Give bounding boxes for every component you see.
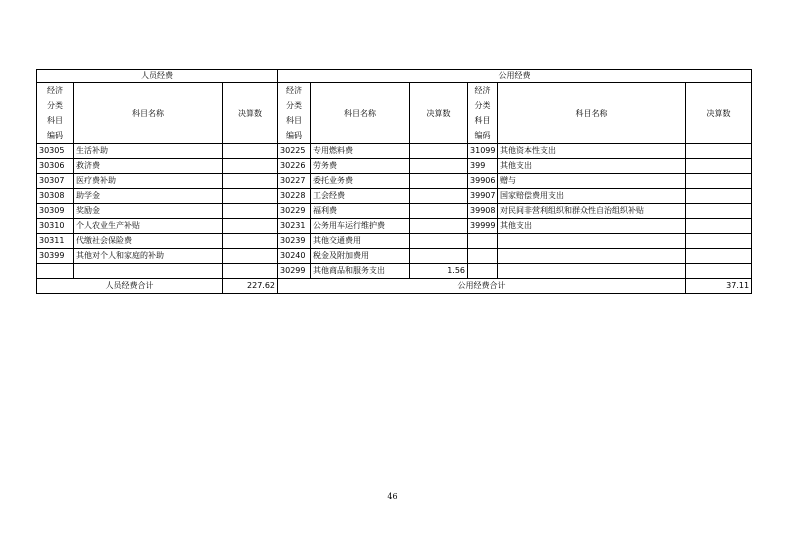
code-cell: 30240 [278,249,311,264]
amount-cell [410,159,468,174]
code-cell: 30226 [278,159,311,174]
code-header-line: 经济 [286,86,303,95]
name-cell: 其他支出 [498,219,686,234]
amount-cell [686,264,752,279]
table-row [37,144,752,159]
personnel-total-label: 人员经费合计 [37,279,223,294]
name-cell [498,264,686,279]
name-cell: 其他交通费用 [311,234,410,249]
amount-cell [410,219,468,234]
code-header-line: 编码 [47,131,63,140]
code-header-line: 科目 [47,116,63,125]
code-cell: 30228 [278,189,311,204]
code-cell: 30305 [37,144,74,159]
amount-cell [686,204,752,219]
code-header [468,83,498,144]
table-row [37,204,752,219]
table-row [37,189,752,204]
name-cell: 对民间非营利组织和群众性自治组织补贴 [498,204,686,219]
amount-cell [223,159,278,174]
amount-cell [223,249,278,264]
totals-row [37,279,752,294]
code-cell: 30307 [37,174,74,189]
code-cell [37,264,74,279]
code-header-line: 编码 [286,131,303,140]
name-cell: 国家赔偿费用支出 [498,189,686,204]
expenditure-table [36,69,752,294]
name-cell: 个人农业生产补贴 [74,219,223,234]
name-header: 科目名称 [74,83,223,144]
code-cell: 30311 [37,234,74,249]
code-cell: 30308 [37,189,74,204]
name-cell: 代缴社会保险费 [74,234,223,249]
name-cell: 医疗费补助 [74,174,223,189]
amount-cell [223,174,278,189]
amount-header: 决算数 [686,83,752,144]
name-cell: 其他对个人和家庭的补助 [74,249,223,264]
code-cell: 399 [468,159,498,174]
name-cell: 税金及附加费用 [311,249,410,264]
name-cell: 委托业务费 [311,174,410,189]
code-cell: 30231 [278,219,311,234]
name-cell: 公务用车运行维护费 [311,219,410,234]
code-cell: 30310 [37,219,74,234]
name-cell: 其他资本性支出 [498,144,686,159]
column-header-row [37,83,752,144]
amount-cell: 1.56 [410,264,468,279]
amount-cell [410,174,468,189]
amount-cell [223,219,278,234]
name-cell: 生活补助 [74,144,223,159]
code-header-line: 分类 [474,101,491,110]
name-cell: 工会经费 [311,189,410,204]
code-cell: 30225 [278,144,311,159]
name-cell [498,234,686,249]
code-cell: 30299 [278,264,311,279]
code-header-line: 经济 [474,86,491,95]
amount-cell [686,174,752,189]
code-cell: 30399 [37,249,74,264]
name-cell [498,249,686,264]
amount-cell [410,189,468,204]
amount-cell [223,264,278,279]
amount-cell [223,144,278,159]
group-header-row [37,70,752,83]
amount-cell [410,249,468,264]
name-cell: 专用燃料费 [311,144,410,159]
code-cell: 30309 [37,204,74,219]
amount-cell [410,204,468,219]
public-total-label: 公用经费合计 [278,279,686,294]
code-header-line: 经济 [47,86,63,95]
code-header [278,83,311,144]
public-header: 公用经费 [278,70,752,83]
amount-cell [686,234,752,249]
table-row [37,264,752,279]
table-row [37,234,752,249]
amount-cell [223,189,278,204]
code-header-line: 分类 [286,101,303,110]
name-cell: 赠与 [498,174,686,189]
name-cell: 劳务费 [311,159,410,174]
code-cell [468,249,498,264]
name-cell: 助学金 [74,189,223,204]
code-header-line: 科目 [286,116,303,125]
amount-cell [686,159,752,174]
code-cell: 30306 [37,159,74,174]
name-cell: 奖励金 [74,204,223,219]
personnel-header: 人员经费 [37,70,278,83]
code-cell: 39908 [468,204,498,219]
amount-cell [686,219,752,234]
name-cell [74,264,223,279]
name-cell: 福利费 [311,204,410,219]
name-header: 科目名称 [311,83,410,144]
amount-header: 决算数 [223,83,278,144]
name-header: 科目名称 [498,83,686,144]
amount-cell [410,144,468,159]
amount-cell [410,234,468,249]
code-cell [468,234,498,249]
code-cell: 39906 [468,174,498,189]
amount-cell [686,249,752,264]
name-cell: 其他支出 [498,159,686,174]
amount-cell [223,234,278,249]
code-cell: 39999 [468,219,498,234]
code-cell: 30227 [278,174,311,189]
table-row [37,159,752,174]
code-cell: 39907 [468,189,498,204]
code-header-line: 编码 [474,131,491,140]
page-number: 46 [387,492,398,501]
table-row [37,219,752,234]
name-cell: 其他商品和服务支出 [311,264,410,279]
public-total-value: 37.11 [686,279,752,294]
code-header [37,83,74,144]
code-cell [468,264,498,279]
amount-cell [223,204,278,219]
amount-header: 决算数 [410,83,468,144]
table-row [37,249,752,264]
code-cell: 31099 [468,144,498,159]
table-row [37,174,752,189]
code-cell: 30239 [278,234,311,249]
code-header-line: 科目 [474,116,491,125]
amount-cell [686,189,752,204]
name-cell: 救济费 [74,159,223,174]
code-cell: 30229 [278,204,311,219]
personnel-total-value: 227.62 [223,279,278,294]
amount-cell [686,144,752,159]
code-header-line: 分类 [47,101,63,110]
